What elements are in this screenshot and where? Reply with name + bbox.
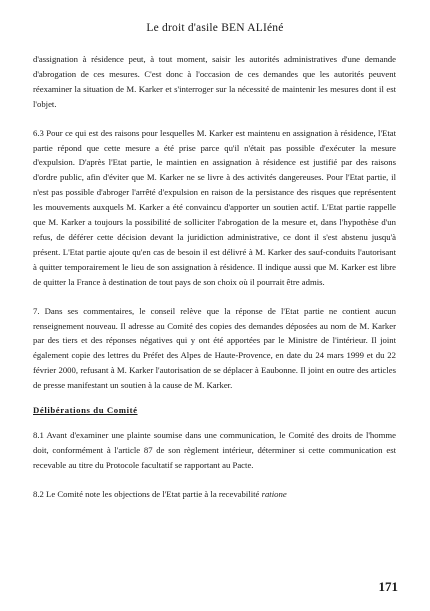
paragraph-7: 7. Dans ses commentaires, le conseil relève que la réponse de l'Etat partie ne contient aucun renseignement nouveau. Il adresse au Comité des copies des demandes déposées au nom de M. Karker par des tiers et des réponses négatives qui y ont été apportées par le Ministre de l'intérieur. Il joint également copie des lettres du Préfet des Alpes de Haute-Provence, en date du 24 mars 1999 et du 22 février 2000, refusant à M. Karker l'autorisation de se déplacer à Eaubonne. Il joint en outre des articles de presse manifestant un soutien à la cause de M. Karker. [33, 305, 396, 391]
document-body [33, 52, 396, 502]
paragraph-8-1: 8.1 Avant d'examiner une plainte soumise dans une communication, le Comité des droits de l'homme doit, conformément à l'article 87 de son règlement intérieur, déterminer si cette communication est recevable au titre du Protocole facultatif se rapportant au Pacte. [33, 429, 396, 470]
page-header-title: Le droit d'asile BEN ALIéné [146, 22, 284, 34]
paragraph-6-3: 6.3 Pour ce qui est des raisons pour lesquelles M. Karker est maintenu en assignation à résidence, l'Etat partie répond que cette mesure a été prise parce qu'il n'était pas possible d'exécuter la mesure d'expulsion. D'après l'Etat partie, le maintien en assignation à résidence est justifié par des raisons d'ordre public, afin d'éviter que M. Karker ne se livre à des activités dangereuses. Pour l'Etat partie, il n'est pas possible d'abroger l'arrêté d'expulsion en raison de la persistance des risques que représentent les mouvements auxquels M. Karker a été convaincu d'apporter un soutien actif. L'Etat partie rappelle que M. Karker a toujours la possibilité de solliciter l'abrogation de la mesure et, dans l'hypothèse d'un refus, de déférer cette décision devant la juridiction administrative, ce dont il s'est abstenu jusqu'à présent. L'Etat partie ajoute qu'en cas de besoin il est délivré à M. Karker des sauf-conduits l'autorisant à quitter temporairement le lieu de son assignation à résidence. Il indique aussi que M. Karker est libre de quitter la France à destination de tout pays de son choix où il pourrait être admis. [33, 127, 396, 287]
section-heading-deliberations: Délibérations du Comité [33, 405, 138, 416]
paragraph-intro: d'assignation à résidence peut, à tout moment, saisir les autorités administratives d'une demande d'abrogation de ces mesures. C'est donc à l'occasion de ces demandes que les autorités peuvent réexaminer la situation de M. Karker et s'interroger sur la nécessité de maintenir les mesures dont il est l'objet. [33, 54, 396, 109]
page-number: 171 [378, 579, 398, 594]
paragraph-8-2 [33, 487, 396, 502]
paragraph-8-2-text: 8.2 Le Comité note les objections de l'Etat partie à la recevabilité [33, 488, 262, 499]
paragraph-8-2-italic: ratione [261, 488, 287, 499]
